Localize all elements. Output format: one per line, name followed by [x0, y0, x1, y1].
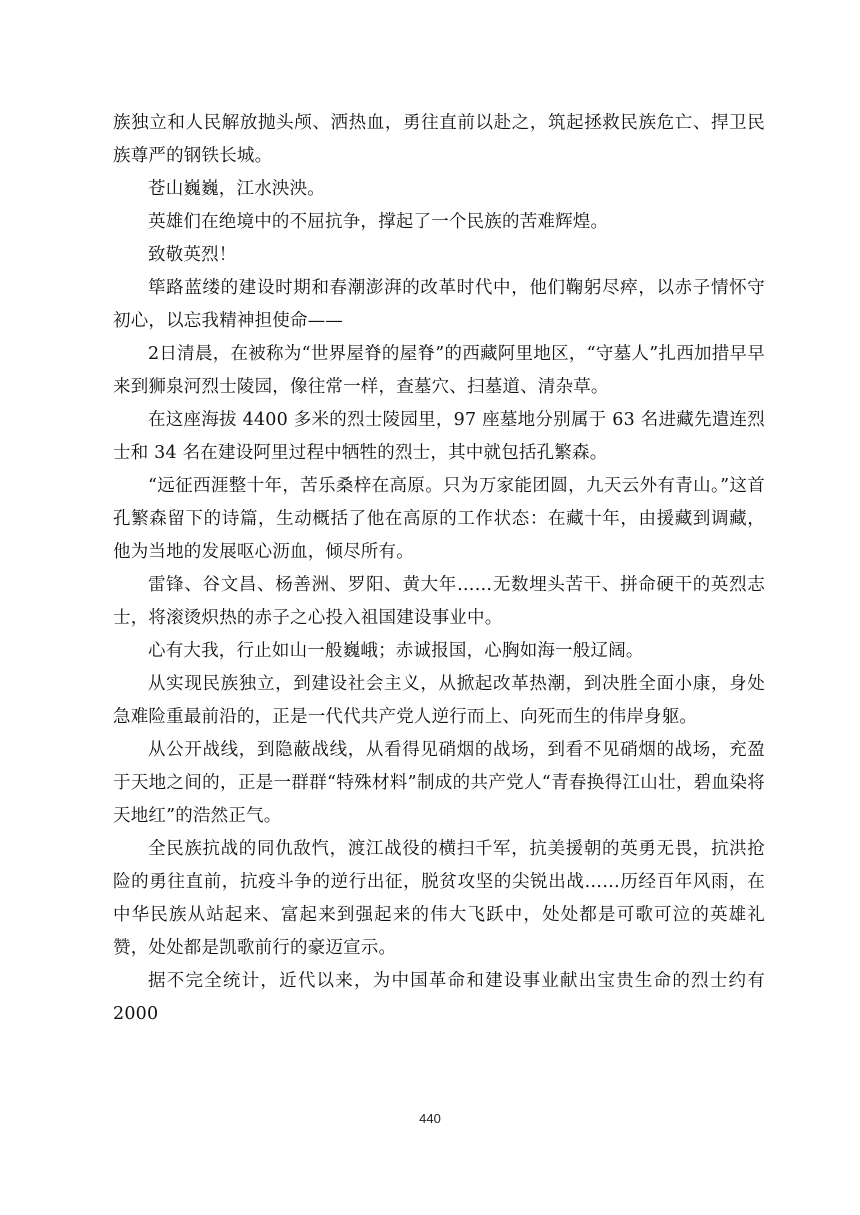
paragraph: 致敬英烈！ — [148, 245, 237, 265]
paragraph: 雷锋、谷文昌、杨善洲、罗阳、黄大年……无数埋头苦干、拼命硬干的英烈志士，将滚烫炽热的赤子之心投入祖国建设事业中。 — [113, 575, 765, 628]
paragraph: 英雄们在绝境中的不屈抗争，撑起了一个民族的苦难辉煌。 — [148, 212, 609, 232]
body-text — [113, 107, 765, 1031]
paragraph: 2日清晨，在被称为“世界屋脊的屋脊”的西藏阿里地区，“守墓人”扎西加措早早来到狮泉河烈士陵园，像往常一样，查墓穴、扫墓道、清杂草。 — [113, 344, 765, 397]
paragraph-continued: 族独立和人民解放抛头颅、洒热血，勇往直前以赴之，筑起拯救民族危亡、捍卫民族尊严的钢铁长城。 — [113, 113, 765, 166]
paragraph: 全民族抗战的同仇敌忾，渡江战役的横扫千军，抗美援朝的英勇无畏，抗洪抢险的勇往直前，抗疫斗争的逆行出征，脱贫攻坚的尖锐出战……历经百年风雨，在中华民族从站起来、富起来到强起来的伟大飞跃中，处处都是可歌可泣的英雄礼赞，处处都是凯歌前行的豪迈宣示。 — [113, 839, 765, 958]
paragraph: 据不完全统计，近代以来，为中国革命和建设事业献出宝贵生命的烈士约有 2000 — [113, 971, 765, 1024]
page-number: 440 — [419, 1111, 441, 1126]
paragraph: 筚路蓝缕的建设时期和春潮澎湃的改革时代中，他们鞠躬尽瘁，以赤子情怀守初心，以忘我精神担使命—— — [113, 278, 765, 331]
paragraph: 心有大我，行止如山一般巍峨；赤诚报国，心胸如海一般辽阔。 — [148, 641, 644, 661]
paragraph: 在这座海拔 4400 多米的烈士陵园里，97 座墓地分别属于 63 名进藏先遣连烈士和 34 名在建设阿里过程中牺牲的烈士，其中就包括孔繁森。 — [113, 410, 765, 463]
paragraph: 从实现民族独立，到建设社会主义，从掀起改革热潮，到决胜全面小康，身处急难险重最前沿的，正是一代代共产党人逆行而上、向死而生的伟岸身躯。 — [113, 674, 765, 727]
paragraph: “远征西涯整十年，苦乐桑梓在高原。只为万家能团圆，九天云外有青山。”这首孔繁森留下的诗篇，生动概括了他在高原的工作状态：在藏十年，由援藏到调藏，他为当地的发展呕心沥血，倾尽所有。 — [113, 476, 765, 562]
paragraph: 从公开战线，到隐蔽战线，从看得见硝烟的战场，到看不见硝烟的战场，充盈于天地之间的，正是一群群“特殊材料”制成的共产党人“青春换得江山壮，碧血染将天地红”的浩然正气。 — [113, 740, 765, 826]
paragraph: 苍山巍巍，江水泱泱。 — [148, 179, 325, 199]
